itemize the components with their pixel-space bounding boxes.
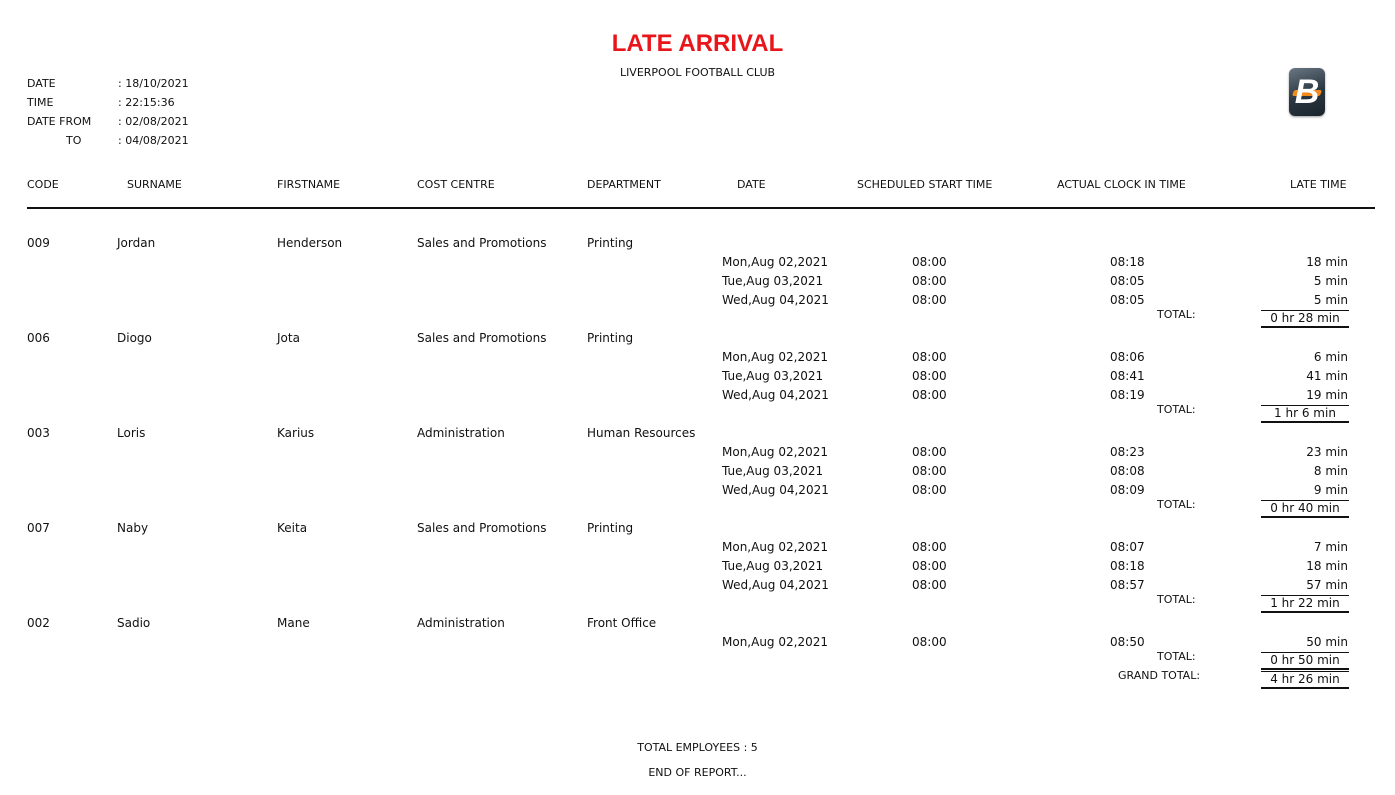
employee-department: Printing xyxy=(587,521,634,535)
total-employees: TOTAL EMPLOYEES : 5 xyxy=(637,741,758,754)
row-scheduled-start: 08:00 xyxy=(912,559,947,573)
employee-surname: Loris xyxy=(117,426,146,440)
row-date: Mon,Aug 02,2021 xyxy=(722,350,828,364)
row-late-time: 23 min xyxy=(1306,445,1348,459)
row-actual-clock-in: 08:18 xyxy=(1110,559,1145,573)
grand-total-value: 4 hr 26 min xyxy=(1261,671,1349,689)
row-actual-clock-in: 08:18 xyxy=(1110,255,1145,269)
row-scheduled-start: 08:00 xyxy=(912,635,947,649)
row-late-time: 5 min xyxy=(1313,274,1348,288)
employee-total-label: TOTAL: xyxy=(1157,650,1196,663)
employee-total-value: 0 hr 40 min xyxy=(1261,500,1349,518)
employee-total-label: TOTAL: xyxy=(1157,593,1196,606)
employee-total-label: TOTAL: xyxy=(1157,498,1196,511)
row-actual-clock-in: 08:06 xyxy=(1110,350,1145,364)
employee-surname: Sadio xyxy=(117,616,151,630)
employee-code: 006 xyxy=(27,331,50,345)
row-late-time: 57 min xyxy=(1306,578,1348,592)
row-actual-clock-in: 08:50 xyxy=(1110,635,1145,649)
b-logo-icon xyxy=(1289,68,1325,116)
meta-value: : 22:15:36 xyxy=(118,96,175,109)
employee-code: 002 xyxy=(27,616,50,630)
row-date: Tue,Aug 03,2021 xyxy=(722,369,824,383)
row-date: Mon,Aug 02,2021 xyxy=(722,445,828,459)
row-scheduled-start: 08:00 xyxy=(912,445,947,459)
employee-cost-centre: Sales and Promotions xyxy=(417,331,547,345)
company-name: LIVERPOOL FOOTBALL CLUB xyxy=(619,66,776,79)
employee-surname: Jordan xyxy=(117,236,156,250)
row-scheduled-start: 08:00 xyxy=(912,274,947,288)
row-date: Mon,Aug 02,2021 xyxy=(722,540,828,554)
employee-code: 009 xyxy=(27,236,50,250)
row-actual-clock-in: 08:08 xyxy=(1110,464,1145,478)
employee-code: 007 xyxy=(27,521,50,535)
row-late-time: 18 min xyxy=(1306,559,1348,573)
row-date: Mon,Aug 02,2021 xyxy=(722,635,828,649)
row-scheduled-start: 08:00 xyxy=(912,578,947,592)
header-date: DATE xyxy=(737,178,766,191)
employee-firstname: Keita xyxy=(277,521,308,535)
row-actual-clock-in: 08:23 xyxy=(1110,445,1145,459)
row-late-time: 7 min xyxy=(1313,540,1348,554)
header-code: CODE xyxy=(27,178,59,191)
row-date: Wed,Aug 04,2021 xyxy=(722,293,829,307)
employee-firstname: Jota xyxy=(277,331,300,345)
row-scheduled-start: 08:00 xyxy=(912,293,947,307)
employee-cost-centre: Administration xyxy=(417,426,505,440)
row-scheduled-start: 08:00 xyxy=(912,388,947,402)
employee-department: Printing xyxy=(587,236,634,250)
employee-total-value: 1 hr 22 min xyxy=(1261,595,1349,613)
header-department: DEPARTMENT xyxy=(587,178,661,191)
report-title: LATE ARRIVAL xyxy=(611,30,784,57)
row-actual-clock-in: 08:05 xyxy=(1110,293,1145,307)
employee-cost-centre: Sales and Promotions xyxy=(417,521,547,535)
row-late-time: 18 min xyxy=(1306,255,1348,269)
employee-surname: Naby xyxy=(117,521,149,535)
row-actual-clock-in: 08:41 xyxy=(1110,369,1145,383)
employee-code: 003 xyxy=(27,426,50,440)
row-scheduled-start: 08:00 xyxy=(912,255,947,269)
employee-department: Human Resources xyxy=(587,426,696,440)
row-actual-clock-in: 08:07 xyxy=(1110,540,1145,554)
row-late-time: 9 min xyxy=(1313,483,1348,497)
row-late-time: 41 min xyxy=(1306,369,1348,383)
employee-total-label: TOTAL: xyxy=(1157,308,1196,321)
employee-firstname: Henderson xyxy=(277,236,343,250)
employee-cost-centre: Administration xyxy=(417,616,505,630)
row-scheduled-start: 08:00 xyxy=(912,540,947,554)
row-actual-clock-in: 08:57 xyxy=(1110,578,1145,592)
meta-value: : 18/10/2021 xyxy=(118,77,189,90)
row-scheduled-start: 08:00 xyxy=(912,483,947,497)
row-date: Wed,Aug 04,2021 xyxy=(722,483,829,497)
meta-value: : 02/08/2021 xyxy=(118,115,189,128)
row-actual-clock-in: 08:19 xyxy=(1110,388,1145,402)
employee-cost-centre: Sales and Promotions xyxy=(417,236,547,250)
row-late-time: 19 min xyxy=(1306,388,1348,402)
row-date: Wed,Aug 04,2021 xyxy=(722,388,829,402)
meta-label: TIME xyxy=(27,96,54,109)
meta-value: : 04/08/2021 xyxy=(118,134,189,147)
employee-total-value: 1 hr 6 min xyxy=(1261,405,1349,423)
row-actual-clock-in: 08:05 xyxy=(1110,274,1145,288)
logo-glyph: B xyxy=(1294,73,1320,111)
employee-total-value: 0 hr 28 min xyxy=(1261,310,1349,328)
row-date: Tue,Aug 03,2021 xyxy=(722,559,824,573)
header-surname: SURNAME xyxy=(127,178,182,191)
meta-label: DATE xyxy=(27,77,56,90)
employee-firstname: Mane xyxy=(277,616,310,630)
employee-total-label: TOTAL: xyxy=(1157,403,1196,416)
row-date: Tue,Aug 03,2021 xyxy=(722,274,824,288)
employee-firstname: Karius xyxy=(277,426,315,440)
row-late-time: 5 min xyxy=(1313,293,1348,307)
row-late-time: 50 min xyxy=(1306,635,1348,649)
header-scheduled-start-time: SCHEDULED START TIME xyxy=(857,178,993,191)
row-date: Mon,Aug 02,2021 xyxy=(722,255,828,269)
row-scheduled-start: 08:00 xyxy=(912,464,947,478)
row-scheduled-start: 08:00 xyxy=(912,350,947,364)
header-cost-centre: COST CENTRE xyxy=(417,178,495,191)
row-date: Tue,Aug 03,2021 xyxy=(722,464,824,478)
meta-label: TO xyxy=(66,134,82,147)
row-late-time: 8 min xyxy=(1313,464,1348,478)
employee-department: Printing xyxy=(587,331,634,345)
header-firstname: FIRSTNAME xyxy=(277,178,341,191)
employee-department: Front Office xyxy=(587,616,657,630)
header-actual-clock-in-time: ACTUAL CLOCK IN TIME xyxy=(1057,178,1186,191)
row-scheduled-start: 08:00 xyxy=(912,369,947,383)
header-divider xyxy=(27,207,1375,209)
employee-surname: Diogo xyxy=(117,331,152,345)
row-date: Wed,Aug 04,2021 xyxy=(722,578,829,592)
header-late-time: LATE TIME xyxy=(1290,178,1347,191)
grand-total-label: GRAND TOTAL: xyxy=(1118,669,1201,682)
end-of-report: END OF REPORT... xyxy=(648,766,747,779)
row-actual-clock-in: 08:09 xyxy=(1110,483,1145,497)
employee-total-value: 0 hr 50 min xyxy=(1261,652,1349,670)
meta-label: DATE FROM xyxy=(27,115,92,128)
row-late-time: 6 min xyxy=(1313,350,1348,364)
